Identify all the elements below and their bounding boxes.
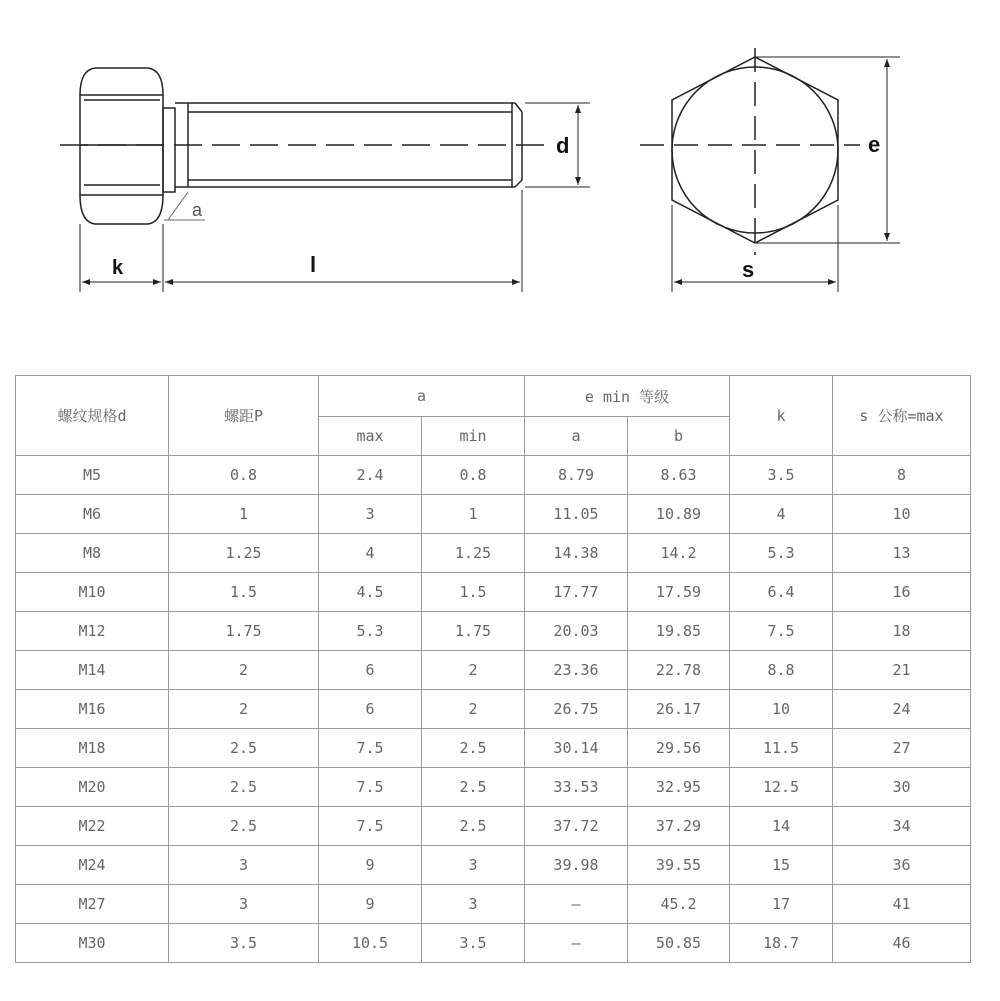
label-k: k	[112, 257, 124, 279]
table-cell: 1	[422, 495, 525, 534]
bolt-head-top-view	[640, 48, 900, 292]
table-row	[16, 612, 971, 651]
table-cell: —	[525, 885, 628, 924]
table-cell: 2.4	[319, 456, 422, 495]
table-cell: M10	[16, 573, 169, 612]
label-e: e	[868, 132, 881, 157]
table-cell: 10.89	[628, 495, 730, 534]
table-cell: 8.8	[730, 651, 833, 690]
table-cell: M24	[16, 846, 169, 885]
table-cell: 23.36	[525, 651, 628, 690]
table-cell: 6	[319, 690, 422, 729]
header-k: k	[730, 376, 833, 456]
bolt-head-side-view	[80, 68, 175, 224]
table-cell: 1.75	[422, 612, 525, 651]
table-row	[16, 768, 971, 807]
table-cell: 8.63	[628, 456, 730, 495]
table-cell: 41	[833, 885, 971, 924]
table-cell: 33.53	[525, 768, 628, 807]
table-cell: 20.03	[525, 612, 628, 651]
header-a: a	[319, 376, 525, 417]
table-cell: —	[525, 924, 628, 963]
table-cell: M20	[16, 768, 169, 807]
table-cell: 1.75	[169, 612, 319, 651]
table-cell: 3.5	[422, 924, 525, 963]
bolt-technical-drawing	[0, 0, 1000, 340]
table-row	[16, 573, 971, 612]
table-cell: 45.2	[628, 885, 730, 924]
table-cell: 17.59	[628, 573, 730, 612]
table-cell: 17	[730, 885, 833, 924]
table-row	[16, 534, 971, 573]
table-cell: M30	[16, 924, 169, 963]
bolt-spec-table	[15, 375, 971, 963]
table-cell: 3.5	[730, 456, 833, 495]
header-s-nominal: s 公称=max	[833, 376, 971, 456]
table-cell: 30	[833, 768, 971, 807]
table-cell: 8	[833, 456, 971, 495]
table-cell: 8.79	[525, 456, 628, 495]
label-s: s	[742, 257, 755, 282]
table-cell: 26.17	[628, 690, 730, 729]
table-cell: M5	[16, 456, 169, 495]
table-cell: 3	[169, 885, 319, 924]
label-l: l	[310, 252, 317, 277]
table-cell: 18.7	[730, 924, 833, 963]
table-cell: 3	[169, 846, 319, 885]
table-row	[16, 456, 971, 495]
table-cell: 11.5	[730, 729, 833, 768]
table-row	[16, 651, 971, 690]
table-cell: 6.4	[730, 573, 833, 612]
table-cell: 12.5	[730, 768, 833, 807]
table-cell: 5.3	[730, 534, 833, 573]
table-row	[16, 495, 971, 534]
table-cell: M16	[16, 690, 169, 729]
table-cell: M14	[16, 651, 169, 690]
table-cell: 11.05	[525, 495, 628, 534]
header-e-grade-a: a	[525, 417, 628, 456]
table-cell: 39.98	[525, 846, 628, 885]
table-cell: 2	[422, 690, 525, 729]
table-cell: 0.8	[422, 456, 525, 495]
label-a: a	[192, 200, 203, 220]
table-cell: 4	[319, 534, 422, 573]
table-cell: 34	[833, 807, 971, 846]
table-cell: 2	[169, 690, 319, 729]
table-cell: 36	[833, 846, 971, 885]
table-cell: 3	[422, 846, 525, 885]
table-cell: 1.5	[169, 573, 319, 612]
table-row	[16, 924, 971, 963]
table-row	[16, 807, 971, 846]
table-cell: 30.14	[525, 729, 628, 768]
table-cell: 2	[169, 651, 319, 690]
table-cell: 17.77	[525, 573, 628, 612]
table-cell: 10	[833, 495, 971, 534]
table-cell: 0.8	[169, 456, 319, 495]
table-cell: 3	[422, 885, 525, 924]
table-cell: M6	[16, 495, 169, 534]
table-cell: 1.25	[422, 534, 525, 573]
table-cell: 6	[319, 651, 422, 690]
table-cell: 27	[833, 729, 971, 768]
table-cell: 2	[422, 651, 525, 690]
table-cell: 5.3	[319, 612, 422, 651]
table-cell: 9	[319, 885, 422, 924]
table-cell: 13	[833, 534, 971, 573]
table-cell: 1	[169, 495, 319, 534]
table-row	[16, 885, 971, 924]
table-cell: 10	[730, 690, 833, 729]
table-cell: 1.5	[422, 573, 525, 612]
table-cell: M8	[16, 534, 169, 573]
table-cell: 2.5	[169, 768, 319, 807]
header-e-min-grade: e min 等级	[525, 376, 730, 417]
table-cell: 14	[730, 807, 833, 846]
table-cell: 14.38	[525, 534, 628, 573]
table-cell: 7.5	[319, 807, 422, 846]
table-cell: 2.5	[422, 729, 525, 768]
table-cell: M18	[16, 729, 169, 768]
table-cell: M27	[16, 885, 169, 924]
header-thread-spec: 螺纹规格d	[16, 376, 169, 456]
table-cell: 2.5	[169, 807, 319, 846]
table-cell: 24	[833, 690, 971, 729]
table-cell: 32.95	[628, 768, 730, 807]
table-cell: M22	[16, 807, 169, 846]
table-row	[16, 690, 971, 729]
table-cell: 3	[319, 495, 422, 534]
table-cell: 39.55	[628, 846, 730, 885]
table-cell: 37.29	[628, 807, 730, 846]
table-cell: 15	[730, 846, 833, 885]
header-a-max: max	[319, 417, 422, 456]
header-e-grade-b: b	[628, 417, 730, 456]
table-cell: 46	[833, 924, 971, 963]
table-cell: 22.78	[628, 651, 730, 690]
header-pitch: 螺距P	[169, 376, 319, 456]
table-cell: 9	[319, 846, 422, 885]
table-cell: 37.72	[525, 807, 628, 846]
table-cell: 1.25	[169, 534, 319, 573]
table-cell: 19.85	[628, 612, 730, 651]
table-cell: 7.5	[319, 768, 422, 807]
table-row	[16, 729, 971, 768]
table-cell: M12	[16, 612, 169, 651]
header-a-min: min	[422, 417, 525, 456]
table-cell: 21	[833, 651, 971, 690]
table-cell: 3.5	[169, 924, 319, 963]
table-cell: 26.75	[525, 690, 628, 729]
table-cell: 4.5	[319, 573, 422, 612]
table-cell: 18	[833, 612, 971, 651]
table-cell: 7.5	[730, 612, 833, 651]
table-cell: 29.56	[628, 729, 730, 768]
table-cell: 2.5	[422, 807, 525, 846]
table-row	[16, 846, 971, 885]
table-cell: 4	[730, 495, 833, 534]
table-cell: 7.5	[319, 729, 422, 768]
table-cell: 50.85	[628, 924, 730, 963]
table-cell: 16	[833, 573, 971, 612]
table-cell: 2.5	[169, 729, 319, 768]
table-cell: 2.5	[422, 768, 525, 807]
table-cell: 10.5	[319, 924, 422, 963]
table-cell: 14.2	[628, 534, 730, 573]
label-d: d	[556, 133, 570, 158]
